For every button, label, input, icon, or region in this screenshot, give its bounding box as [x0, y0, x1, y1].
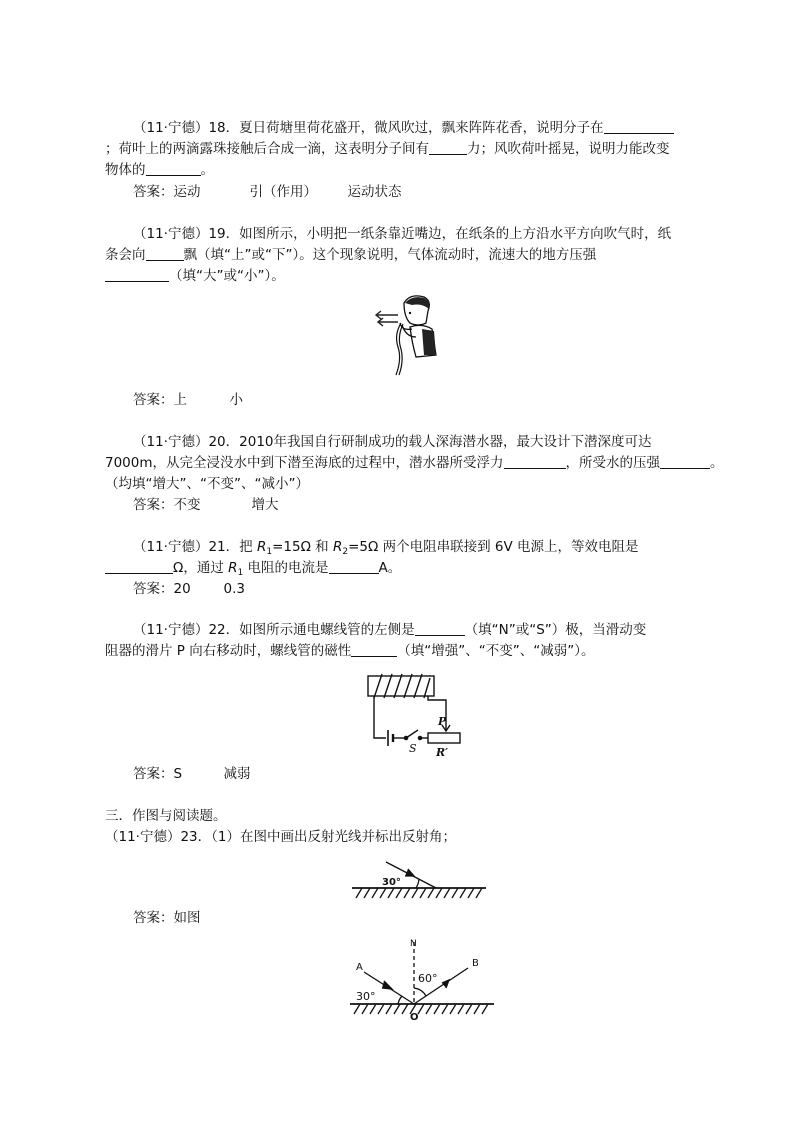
blank-input[interactable] [329, 559, 379, 574]
incident-ray-figure [346, 858, 492, 900]
section3-title: 三．作图与阅读题。 [105, 808, 227, 824]
q21-line1: （11·宁德）21．把 $R_1=15\Omega$ 和 $R_2=5\Omega$ 两个电阻串联接到 6V 电源上，等效电阻是 [133, 539, 639, 557]
q22-line2: 阻器的滑片 P 向右移动时，螺线管的磁性 （填“增强”、“不变”、“减弱”）。 [105, 643, 595, 659]
q20-line3: （均填“增大”、“不变”、“减小”） [105, 476, 309, 492]
blank-input[interactable] [351, 642, 397, 657]
q18-line3: 物体的 。 [105, 162, 214, 178]
blank-input[interactable] [504, 454, 566, 469]
angle-60-label: 60° [418, 972, 438, 985]
label-o: O [410, 1012, 419, 1022]
q22-line1: （11·宁德）22．如图所示通电螺线管的左侧是 （填“N”或“S”）极，当滑动变 [133, 622, 647, 638]
label-b: B [472, 958, 479, 969]
blank-input[interactable] [660, 454, 710, 469]
solenoid-circuit-figure [360, 672, 474, 758]
q20-line1: （11·宁德）20．2010年我国自行研制成功的载人深海潜水器，最大设计下潜深度可达 [133, 434, 652, 450]
angle-30-label: 30° [356, 990, 376, 1003]
label-a: A [356, 962, 363, 973]
label-p: P [438, 715, 447, 728]
label-s: S [409, 742, 417, 755]
label-n: N [410, 939, 417, 949]
blank-input[interactable] [604, 119, 674, 134]
q20-line2: 7000m，从完全浸没水中到下潜至海底的过程中，潜水器所受浮力 ，所受水的压强 。 [105, 455, 724, 471]
q22-answer: 答案：S 减弱 [133, 766, 251, 782]
blank-input[interactable] [429, 140, 467, 155]
blank-input[interactable] [105, 267, 169, 282]
q18-line2: ；荷叶上的两滴露珠接触后合成一滴，这表明分子间有 力；风吹荷叶摇晃，说明力能改变 [105, 141, 670, 157]
q19-line2: 条会向 飘（填“上”或“下”）。这个现象说明，气体流动时，流速大的地方压强 [105, 247, 597, 263]
q19-answer: 答案：上 小 [133, 392, 243, 408]
blank-input[interactable] [415, 621, 465, 636]
q19-line3: （填“大”或“小”）。 [105, 266, 285, 286]
blank-input[interactable] [105, 559, 173, 574]
boy-blowing-figure [372, 293, 442, 377]
angle-label: 30° [382, 877, 401, 888]
q23-answer: 答案：如图 [133, 910, 201, 926]
reflection-answer-figure [346, 936, 498, 1022]
q21-line2: Ω，通过 $R_1$ 电阻的电流是 A。 [105, 558, 401, 583]
q19-line1: （11·宁德）19．如图所示，小明把一纸条靠近嘴边，在纸条的上方沿水平方向吹气时，纸 [133, 226, 672, 242]
blank-input[interactable] [146, 161, 201, 176]
q23-line: （11·宁德）23．（1）在图中画出反射光线并标出反射角； [105, 829, 456, 845]
label-r: R′ [436, 746, 449, 758]
q20-answer: 答案：不变 增大 [133, 497, 279, 513]
q21-answer: 答案：20 0.3 [133, 581, 245, 597]
blank-input[interactable] [146, 246, 184, 261]
q18-answer: 答案：运动 引（作用） 运动状态 [133, 184, 402, 200]
q18-line1: （11·宁德）18．夏日荷塘里荷花盛开，微风吹过，飘来阵阵花香，说明分子在 [133, 118, 674, 138]
